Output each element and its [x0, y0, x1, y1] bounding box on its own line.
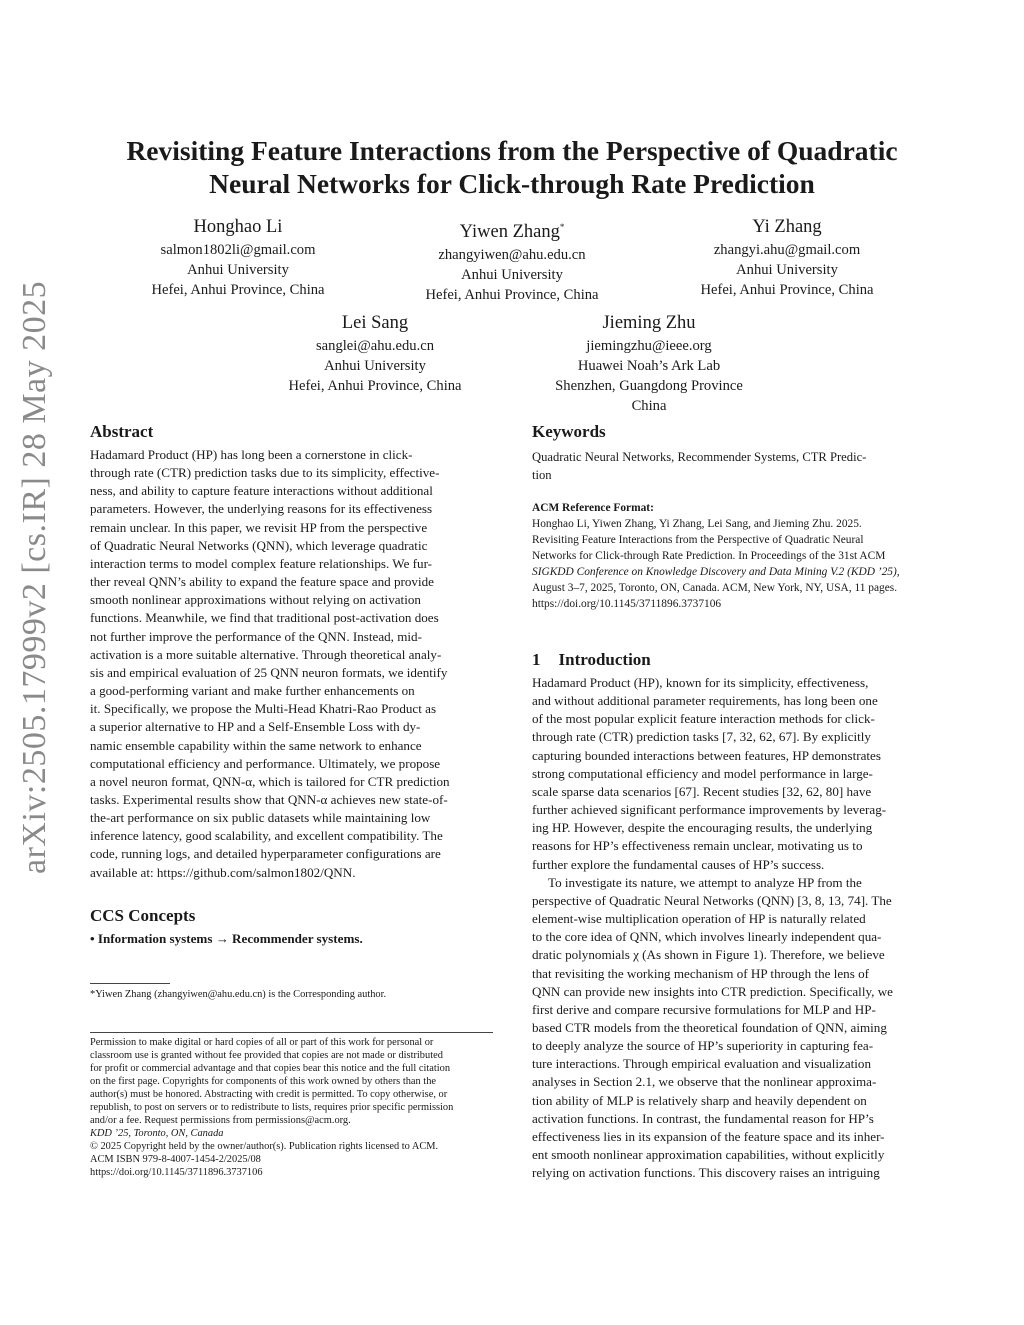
abstract-line: a novel neuron format, QNN-α, which is tailored for CTR prediction	[90, 773, 450, 789]
intro-line: that revisiting the working mechanism of HP through the lens of	[532, 965, 869, 981]
abstract-line: parameters. However, the underlying reasons for its effectiveness	[90, 501, 433, 517]
abstract-line: a good-performing variant and make further enhancements on	[90, 683, 415, 699]
keywords-section	[532, 422, 937, 484]
acm-reference-line: August 3–7, 2025, Toronto, ON, Canada. ACM, New York, NY, USA, 11 pages.	[532, 582, 898, 594]
permission-rule	[90, 1032, 493, 1033]
copyright-line: © 2025 Copyright held by the owner/author(s). Publication rights licensed to ACM.	[90, 1141, 439, 1153]
abstract-line: tasks. Experimental results show that QNN-α achieves new state-of-	[90, 791, 448, 807]
abstract-line: Hadamard Product (HP) has long been a cornerstone in click-	[90, 447, 413, 462]
keywords-heading: Keywords	[532, 422, 606, 441]
introduction-section	[532, 650, 936, 1182]
arxiv-side-label: arXiv:2505.17999v2 [cs.IR] 28 May 2025	[16, 280, 53, 874]
author-name: Yi Zhang	[752, 217, 822, 237]
author-email[interactable]: jiemingzhu@ieee.org	[586, 338, 712, 354]
author-country: China	[631, 398, 667, 414]
intro-line: QNN can provide new insights into CTR prediction. Specifically, we	[532, 983, 893, 999]
title-line: Revisiting Feature Interactions from the Perspective of Quadratic	[126, 135, 898, 166]
author-email[interactable]: sanglei@ahu.edu.cn	[316, 338, 434, 354]
intro-line: to deeply analyze the source of HP’s superiority in capturing fea-	[532, 1038, 874, 1054]
intro-line: ture interactions. Through empirical evaluation and visualization	[532, 1056, 871, 1072]
keywords-line: Quadratic Neural Networks, Recommender Systems, CTR Predic-	[532, 450, 867, 464]
intro-line: of the most popular explicit feature interaction methods for click-	[532, 711, 875, 727]
ccs-section	[90, 906, 493, 948]
doi-link[interactable]: https://doi.org/10.1145/3711896.3737106	[90, 1167, 263, 1179]
conference-line: KDD ’25, Toronto, ON, Canada	[90, 1128, 224, 1140]
abstract-line: sis and empirical evaluation of 25 QNN neuron formats, we identify	[90, 664, 448, 680]
acm-reference-line: Honghao Li, Yiwen Zhang, Yi Zhang, Lei Sang, and Jieming Zhu. 2025.	[532, 518, 862, 530]
intro-line: to the core idea of QNN, which involves linearly independent qua-	[532, 929, 882, 945]
abstract-line: of Quadratic Neural Networks (QNN), which leverage quadratic	[90, 537, 428, 553]
intro-line: reasons for HP’s effectiveness remain unclear, motivating us to	[532, 838, 863, 854]
section-number: 1	[532, 650, 541, 669]
abstract-section	[90, 422, 493, 882]
abstract-line: code, running logs, and detailed hyperparameter configurations are	[90, 846, 441, 862]
abstract-line: activation is a more suitable alternative. Through theoretical analy-	[90, 646, 442, 662]
author-block	[402, 214, 622, 305]
paper-title	[60, 134, 964, 200]
author-block	[265, 310, 485, 396]
acm-reference-line: Networks for Click-through Rate Prediction. In Proceedings of the 31st ACM	[532, 550, 886, 562]
author-affiliation: Anhui University	[736, 262, 838, 278]
intro-line: through rate (CTR) prediction tasks [7, 32, 62, 67]. By explicitly	[532, 729, 871, 745]
abstract-line: not further improve the performance of the QNN. Instead, mid-	[90, 628, 422, 644]
abstract-line: functions. Meanwhile, we find that traditional post-activation does	[90, 610, 439, 626]
author-location: Hefei, Anhui Province, China	[425, 287, 599, 304]
intro-line: first derive and compare recursive formulations for MLP and HP-	[532, 1001, 876, 1017]
introduction-body	[532, 674, 936, 1182]
author-name: Jieming Zhu	[602, 313, 696, 333]
intro-line: element-wise multiplication operation of HP is naturally related	[532, 911, 866, 927]
author-name: Honghao Li	[193, 217, 283, 237]
permission-line: republish, to post on servers or to redistribute to lists, requires prior specific permission	[90, 1102, 454, 1114]
intro-line: scale sparse data scenarios [67]. Recent studies [32, 62, 80] have	[532, 783, 872, 799]
permission-line: and/or a fee. Request permissions from permissions@acm.org.	[90, 1115, 351, 1127]
abstract-line: available at: https://github.com/salmon1802/QNN.	[90, 864, 356, 880]
author-block	[529, 310, 769, 416]
title-line: Neural Networks for Click-through Rate Prediction	[209, 168, 815, 199]
author-location: Hefei, Anhui Province, China	[151, 282, 325, 298]
permission-block	[90, 1036, 500, 1180]
intro-line: effectiveness lies in its expansion of the feature space and its inher-	[532, 1128, 885, 1144]
author-location: Shenzhen, Guangdong Province	[555, 378, 743, 394]
intro-line: further achieved significant performance improvements by leverag-	[532, 802, 887, 818]
author-name: Yiwen Zhang	[459, 222, 560, 243]
author-name: Lei Sang	[341, 313, 409, 333]
permission-line: for profit or commercial advantage and that copies bear this notice and the full citation	[90, 1063, 451, 1075]
abstract-line: remain unclear. In this paper, we revisit HP from the perspective	[90, 519, 428, 535]
intro-line: analyses in Section 2.1, we observe that the nonlinear approxima-	[532, 1074, 877, 1090]
author-location: Hefei, Anhui Province, China	[700, 282, 874, 298]
intro-line: ing HP. However, despite the encouraging results, the underlying	[532, 820, 873, 836]
abstract-line: ness, and ability to capture feature interactions without additional	[90, 483, 433, 499]
section-title: Introduction	[558, 650, 651, 669]
intro-line: perspective of Quadratic Neural Networks (QNN) [3, 8, 13, 74]. The	[532, 892, 892, 908]
abstract-line: inference latency, good scalability, and excellent compatibility. The	[90, 828, 443, 844]
intro-line: capturing bounded interactions between features, HP demonstrates	[532, 747, 881, 763]
intro-line: strong computational efficiency and model performance in large-	[532, 765, 873, 781]
intro-line: Hadamard Product (HP), known for its simplicity, effectiveness,	[532, 675, 869, 690]
author-email[interactable]: zhangyiwen@ahu.edu.cn	[438, 247, 586, 264]
author-email[interactable]: salmon1802li@gmail.com	[160, 242, 316, 258]
abstract-heading: Abstract	[90, 422, 154, 441]
ccs-heading: CCS Concepts	[90, 906, 196, 925]
acm-reference-line: Revisiting Feature Interactions from the Perspective of Quadratic Neural	[532, 534, 864, 546]
author-location: Hefei, Anhui Province, China	[288, 378, 462, 394]
intro-line: and without additional parameter requirements, has long been one	[532, 693, 878, 709]
abstract-line: computational efficiency and performance. Ultimately, we propose	[90, 755, 441, 771]
abstract-line: ther reveal QNN’s ability to expand the feature space and provide	[90, 574, 434, 590]
intro-line: tion ability of MLP is relatively sharp and heavily dependent on	[532, 1092, 867, 1108]
abstract-line: the-art performance on six public datasets while maintaining low	[90, 810, 431, 826]
author-affiliation: Anhui University	[187, 262, 289, 278]
author-affiliation: Anhui University	[324, 358, 426, 374]
intro-line: dratic polynomials χ (As shown in Figure 1). Therefore, we believe	[532, 947, 885, 963]
permission-line: on the first page. Copyrights for components of this work owned by others than the	[90, 1076, 437, 1088]
corresponding-mark: *	[559, 222, 565, 232]
introduction-heading	[532, 650, 936, 670]
acm-reference-heading: ACM Reference Format:	[532, 502, 654, 514]
abstract-line: namic ensemble capability within the same network to enhance	[90, 737, 422, 753]
permission-line: classroom use is granted without fee provided that copies are not made or distributed	[90, 1050, 443, 1062]
abstract-line: it. Specifically, we propose the Multi-Head Khatri-Rao Product as	[90, 701, 437, 717]
intro-line: To investigate its nature, we attempt to analyze HP from the	[548, 874, 862, 890]
intro-line: ent smooth nonlinear approximation capabilities, without explicitly	[532, 1147, 885, 1163]
abstract-line: a superior alternative to HP and a Self-Ensemble Loss with dy-	[90, 719, 421, 735]
acm-reference-line: SIGKDD Conference on Knowledge Discovery and Data Mining V.2 (KDD ’25),	[532, 566, 900, 578]
author-affiliation: Huawei Noah’s Ark Lab	[577, 358, 721, 374]
acm-reference-doi[interactable]: https://doi.org/10.1145/3711896.3737106	[532, 598, 722, 610]
footnote-rule	[90, 983, 170, 984]
author-affiliation: Anhui University	[461, 267, 563, 284]
intro-line: relying on activation functions. This discovery raises an intriguing	[532, 1165, 880, 1181]
intro-line: activation functions. In contrast, the fundamental reason for HP’s	[532, 1110, 874, 1126]
footnote: *Yiwen Zhang (zhangyiwen@ahu.edu.cn) is the Corresponding author.	[90, 989, 387, 1000]
author-email[interactable]: zhangyi.ahu@gmail.com	[713, 242, 861, 258]
abstract-line: smooth nonlinear approximations without relying on activation	[90, 592, 421, 608]
author-block	[128, 214, 348, 300]
keywords-line: tion	[532, 468, 552, 482]
permission-line: Permission to make digital or hard copies of all or part of this work for personal or	[90, 1037, 434, 1048]
abstract-line: interaction terms to model complex feature relationships. We fur-	[90, 555, 433, 571]
intro-line: based CTR models from the theoretical foundation of QNN, aiming	[532, 1019, 887, 1035]
intro-line: further explore the fundamental causes of HP’s success.	[532, 856, 825, 872]
acm-reference-section	[532, 500, 942, 612]
abstract-body	[90, 446, 493, 882]
isbn-line: ACM ISBN 979-8-4007-1454-2/2025/08	[90, 1154, 261, 1166]
permission-line: author(s) must be honored. Abstracting with credit is permitted. To copy otherwise, or	[90, 1089, 448, 1101]
ccs-concepts: • Information systems → Recommender systems.	[90, 931, 363, 946]
keywords-body	[532, 448, 937, 484]
abstract-line: through rate (CTR) prediction tasks due to its simplicity, effective-	[90, 465, 440, 481]
author-block	[677, 214, 897, 300]
